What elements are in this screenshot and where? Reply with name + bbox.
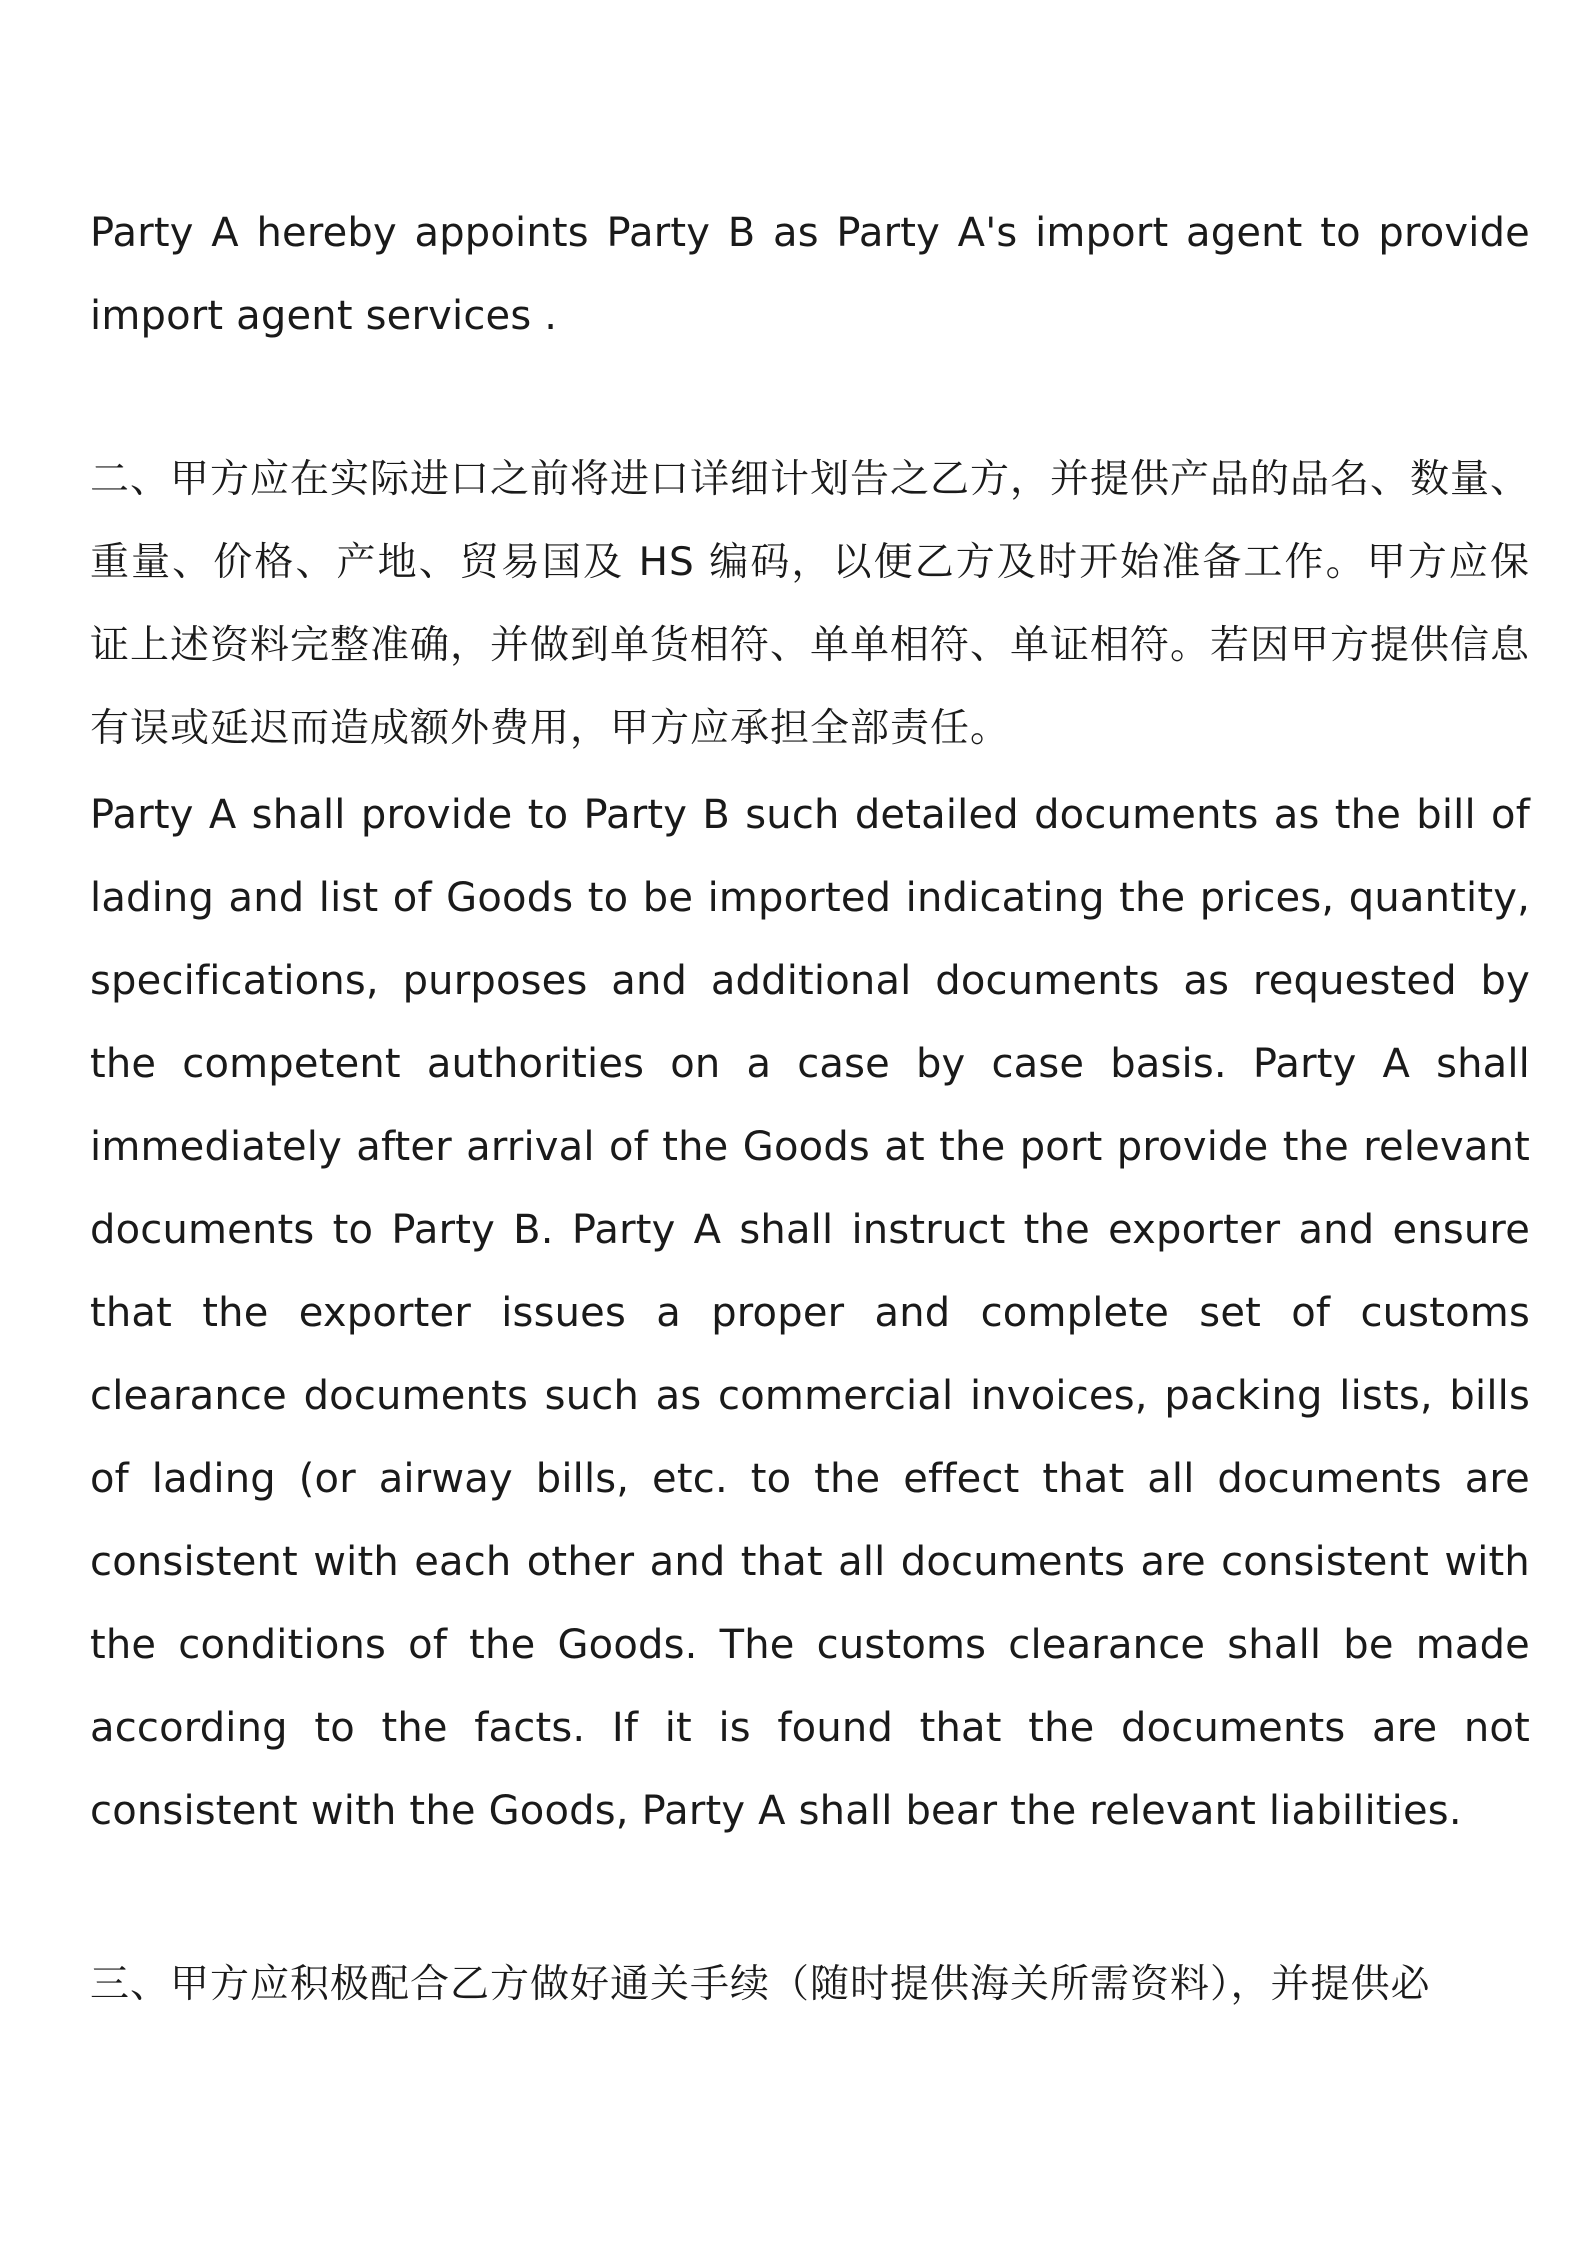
paragraph-clause-2-en: Party A shall provide to Party B such detailed documents as the bill of lading and list of Goods to be imported indicating the prices, quantity, specifications, purposes and additional documents as requested by the competent authorities on a case by case basis. Party A shall immediately after arrival of the Goods at the port provide the relevant documents to Party B. Party A shall instruct the exporter and ensure that the exporter issues a proper and complete set of customs clearance documents such as commercial invoices, packing lists, bills of lading (or airway bills, etc. to the effect that all documents are consistent with each other and that all documents are consistent with the conditions of the Goods. The customs clearance shall be made according to the facts. If it is found that the documents are not consistent with the Goods, Party A shall bear the relevant liabilities. <box>90 792 1530 1834</box>
paragraph-clause-3-zh: 三、甲方应积极配合乙方做好通关手续（随时提供海关所需资料），并提供必 <box>90 1962 1431 2007</box>
paragraph-clause-2-zh: 二、甲方应在实际进口之前将进口详细计划告之乙方，并提供产品的品名、数量、重量、价格、产地、贸易国及 HS 编码，以便乙方及时开始准备工作。甲方应保证上述资料完整准确，并做到单货相符、单单相符、单证相符。若因甲方提供信息有误或延迟而造成额外费用，甲方应承担全部责任。 <box>90 457 1531 751</box>
paragraph-appointment-en: Party A hereby appoints Party B as Party A's import agent to provide import agent services . <box>90 210 1530 339</box>
